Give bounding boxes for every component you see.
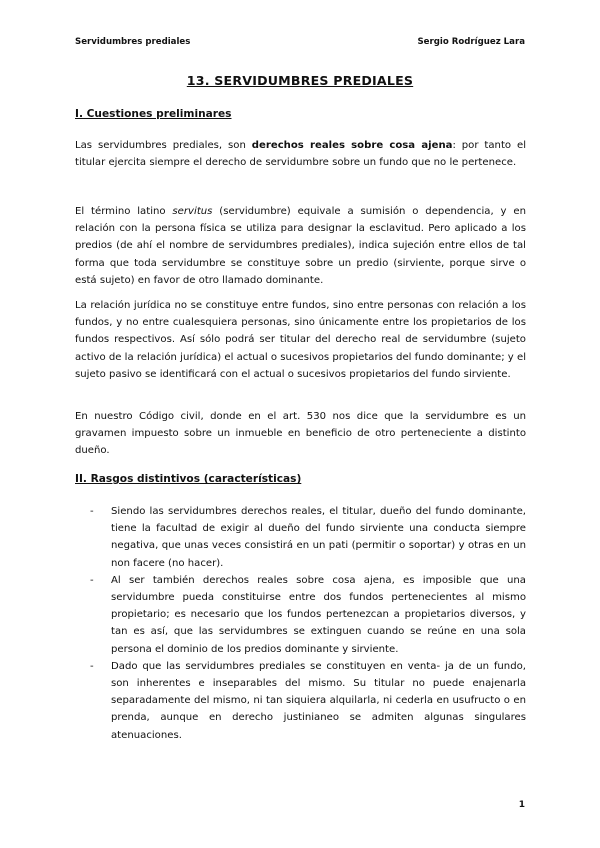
characteristics-list — [75, 503, 526, 744]
paragraph-2-text-b: (servidumbre) equivale a sumisión o dependencia, y en relación con la persona física se utiliza para designar la esclavitud. Pero aplicado a los predios (de ahí el nombre de servidumbres prediales), indica sujeción entre ellos de tal forma que toda servidumbre se constituye sobre un predio (sirviente, porque sirve o está sujeto) en favor de otro llamado dominante. — [75, 206, 526, 286]
list-item-text: Dado que las servidumbres prediales se constituyen en venta- ja de un fundo, son inherentes e inseparables del mismo. Su titular no puede enajenarla separadamente del mismo, ni tan siquiera alquilarla, ni cederla en usufructo o en prenda, aunque en derecho justinianeo se admiten algunas singulares atenuaciones. — [111, 660, 526, 741]
paragraph-2-text-a: El término latino — [75, 206, 173, 217]
paragraph-1 — [75, 137, 526, 171]
bullet-marker: - — [90, 660, 94, 672]
page-number: 1 — [518, 800, 525, 810]
list-item — [75, 572, 526, 658]
list-item — [75, 503, 526, 572]
paragraph-1-text-b: : por tanto el titular ejercita siempre el derecho de servidumbre sobre un fundo que no le pertenece. — [75, 140, 526, 169]
paragraph-1-text-a: Las servidumbres prediales, son — [75, 140, 252, 151]
header-left-title: Servidumbres prediales — [75, 37, 191, 47]
page-header — [75, 37, 525, 47]
bullet-marker: - — [90, 574, 94, 586]
section-heading-preliminares: I. Cuestiones preliminares — [75, 108, 232, 120]
paragraph-4: En nuestro Código civil, donde en el art. 530 nos dice que la servidumbre es un gravamen impuesto sobre un inmueble en beneficio de otro perteneciente a distinto dueño. — [75, 411, 526, 457]
list-item — [75, 658, 526, 744]
bullet-marker: - — [90, 506, 94, 517]
paragraph-2-italic: servitus — [172, 206, 213, 217]
paragraph-1-bold: derechos reales sobre cosa ajena — [251, 140, 453, 151]
paragraph-2 — [75, 203, 526, 289]
header-author: Sergio Rodríguez Lara — [417, 37, 525, 47]
paragraph-3: La relación jurídica no se constituye entre fundos, sino entre personas con relación a los fundos, y no entre cualesquiera personas, sino únicamente entre los propietarios de los fundos respectivos. Así sólo podrá ser titular del derecho real de servidumbre (sujeto activo de la relación jurídica) el actual o sucesivos propietarios del fundo dominante; y el sujeto pasivo se identificará con el actual o sucesivos propietarios del fundo sirviente. — [75, 300, 526, 380]
list-item-text: Siendo las servidumbres derechos reales, el titular, dueño del fundo dominante, tiene la facultad de exigir al dueño del fundo sirviente una conducta siempre negativa, que unas veces consistirá en un pati (permitir o soportar) y otras en un non facere (no hacer). — [111, 506, 526, 569]
document-title: 13. SERVIDUMBRES PREDIALES — [186, 73, 414, 88]
list-item-text: Al ser también derechos reales sobre cosa ajena, es imposible que una servidumbre pueda constituirse entre dos fundos pertenecientes al mismo propietario; es necesario que los fundos pertenezcan a propietarios diversos, y tan es así, que las servidumbres se extinguen cuando se reúne en una sola persona el dominio de los predios dominante y sirviente. — [111, 574, 526, 655]
section-heading-rasgos: II. Rasgos distintivos (características) — [75, 473, 302, 485]
